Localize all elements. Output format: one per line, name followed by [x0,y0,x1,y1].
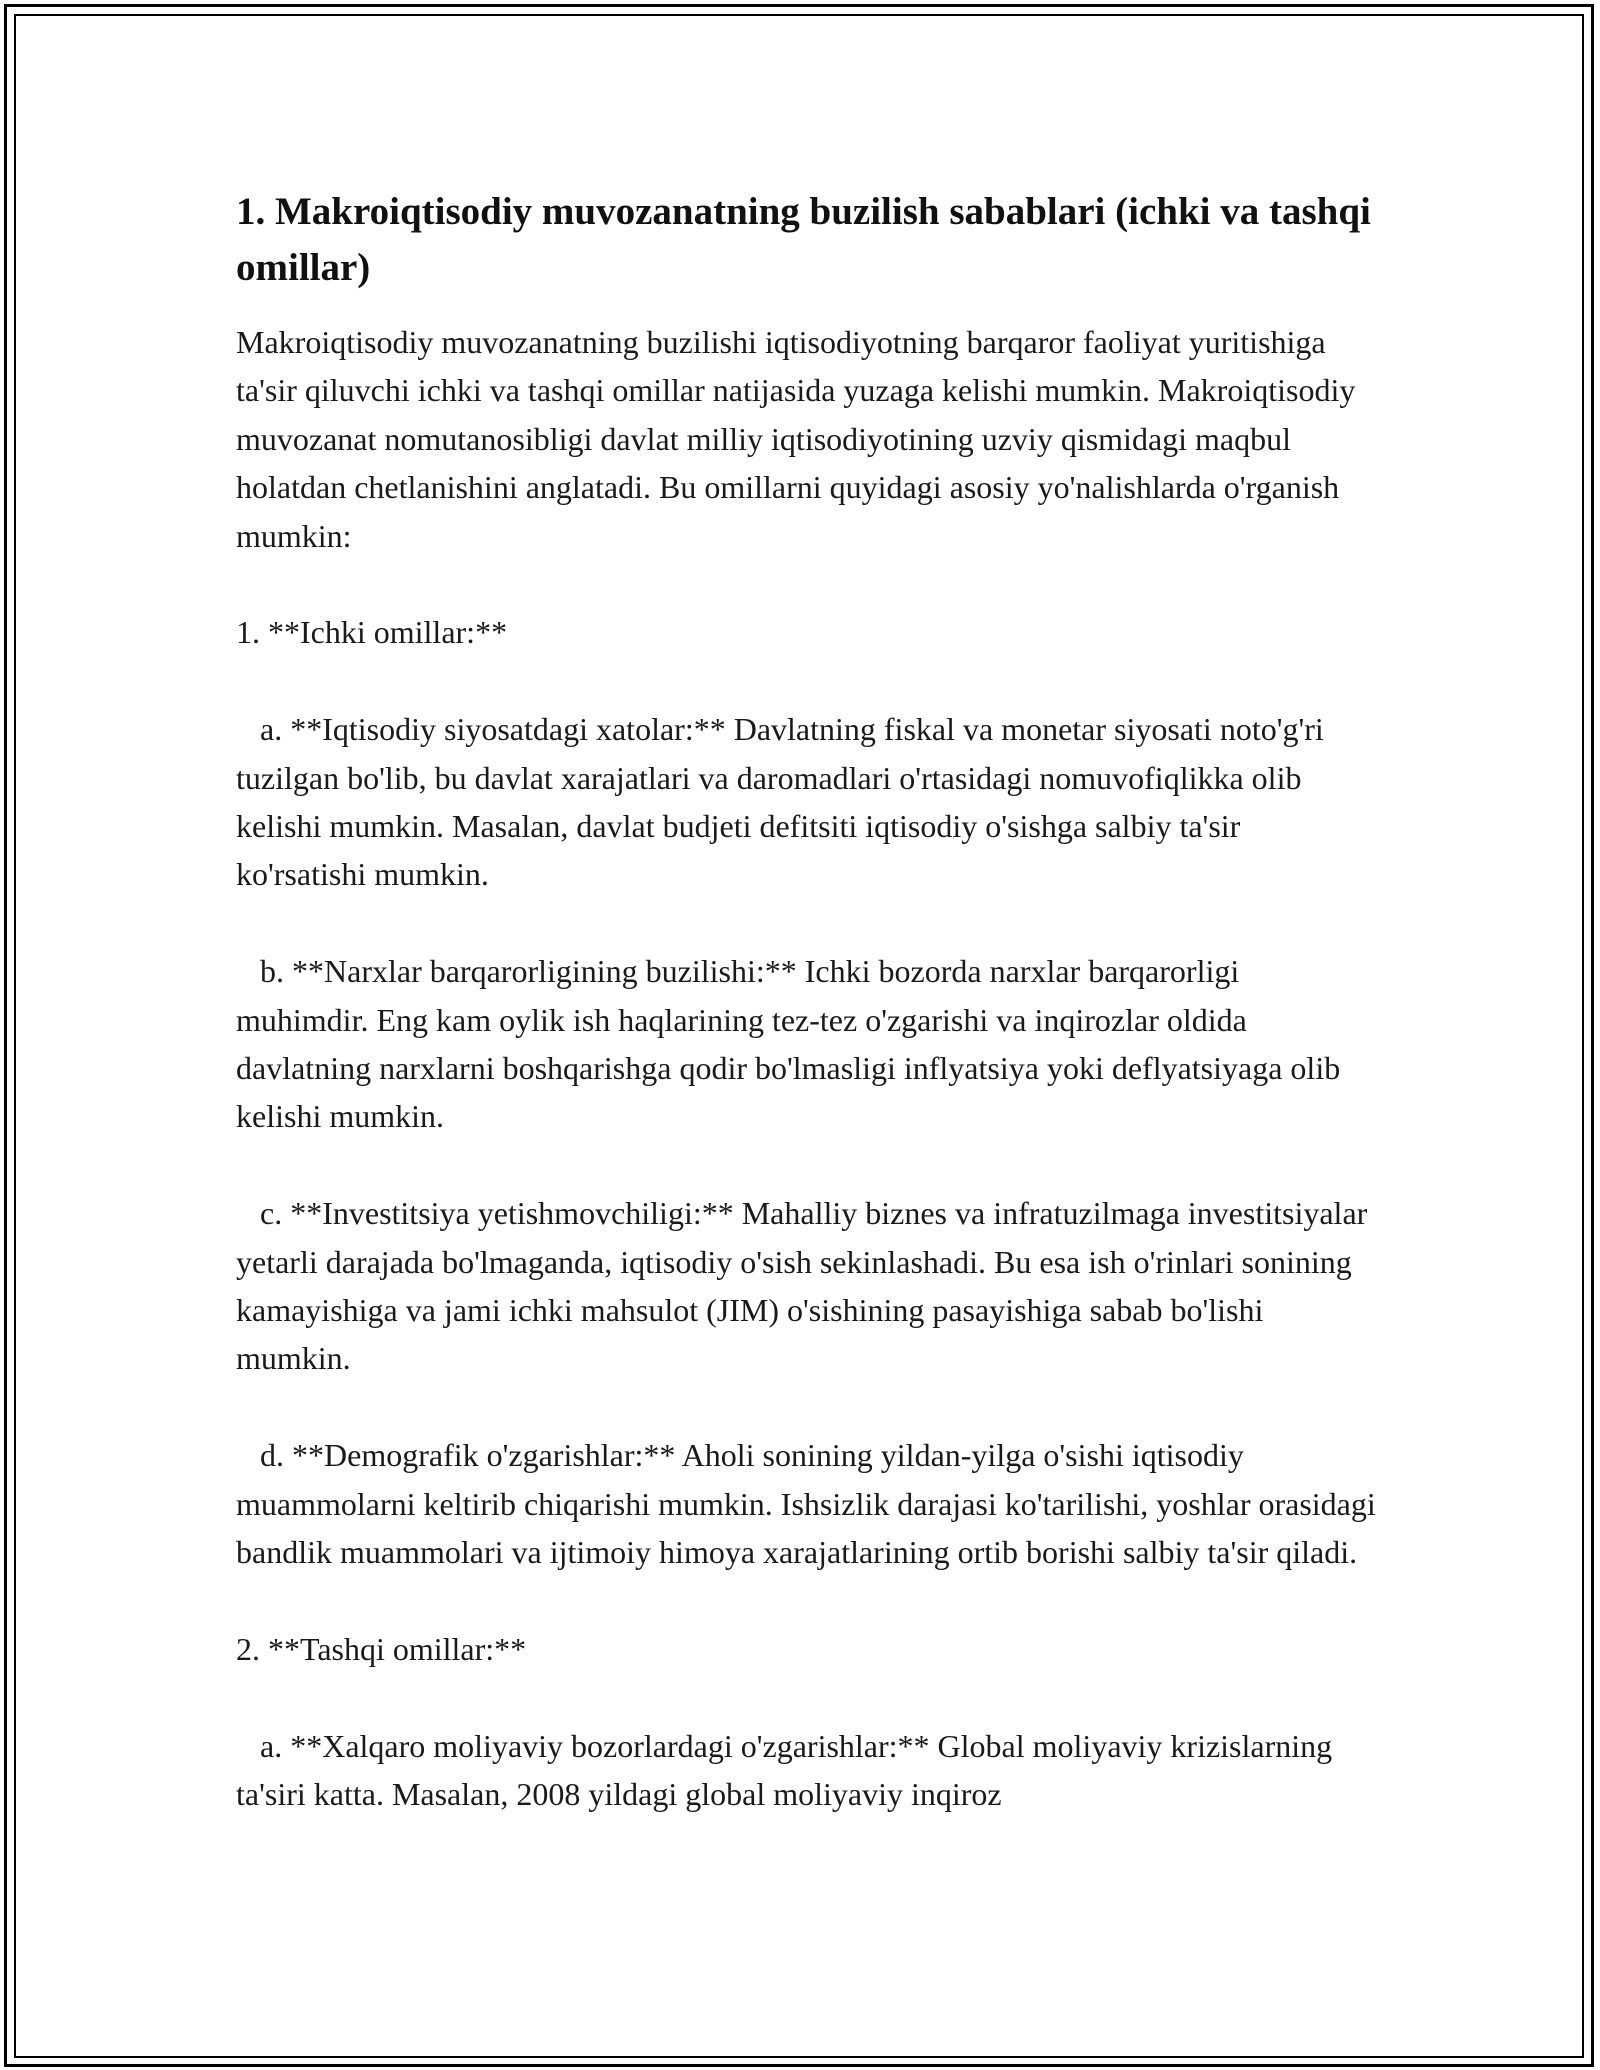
paragraph-international-markets: a. **Xalqaro moliyaviy bozorlardagi o'zgarishlar:** Global moliyaviy krizislarning ta'siri katta. Masalan, 2008 yildagi global moliyaviy inqiroz [236,1727,1341,1813]
intro-paragraph: Makroiqtisodiy muvozanatning buzilishi iqtisodiyotning barqaror faoliyat yuritishiga ta'sir qiluvchi ichki va tashqi omillar natijasida yuzaga kelishi mumkin. Makroiqtisodiy muvozanat nomutanosibligi davlat milliy iqtisodiyotining uzviy qismidagi maqbul holatdan chetlanishini anglatadi. Bu omillarni quyidagi asosiy yo'nalishlarda o'rganish mumkin: [236,324,1364,554]
external-factors-heading: 2. **Tashqi omillar:** [236,1630,527,1667]
paragraph-price-stability: b. **Narxlar barqarorligining buzilishi:** Ichki bozorda narxlar barqarorligi muhimdir. Eng kam oylik ish haqlarining tez-tez o'zgarishi va inqirozlar oldida davlatning narxlarni boshqarishga qodir bo'lmasligi inflyatsiya yoki deflyatsiyaga olib kelishi mumkin. [236,953,1349,1135]
section-title: 1. Makroiqtisodiy muvozanatning buzilish sabablari (ichki va tashqi omillar) [236,190,1371,289]
paragraph-economic-policy-errors: a. **Iqtisodiy siyosatdagi xatolar:** Davlatning fiskal va monetar siyosati noto'g'ri tuzilgan bo'lib, bu davlat xarajatlari va daromadlari o'rtasidagi nomuvofiqlikka olib kelishi mumkin. Masalan, davlat budjeti defitsiti iqtisodiy o'sishga salbiy ta'sir ko'rsatishi mumkin. [236,711,1332,893]
paragraph-demographic-changes: d. **Demografik o'zgarishlar:** Aholi sonining yildan-yilga o'sishi iqtisodiy muammolarni keltirib chiqarishi mumkin. Ishsizlik darajasi ko'tarilishi, yoshlar orasidagi bandlik muammolari va ijtimoiy himoya xarajatlarining ortib borishi salbiy ta'sir qiladi. [236,1437,1384,1571]
paragraph-investment-shortage: c. **Investitsiya yetishmovchiligi:** Mahalliy biznes va infratuzilmaga investitsiyalar yetarli darajada bo'lmaganda, iqtisodiy o'sish sekinlashadi. Bu esa ish o'rinlari sonining kamayishiga va jami ichki mahsulot (JIM) o'sishining pasayishiga sabab bo'lishi mumkin. [236,1195,1376,1377]
internal-factors-heading: 1. **Ichki omillar:** [236,614,508,651]
document-page [236,184,1384,1818]
